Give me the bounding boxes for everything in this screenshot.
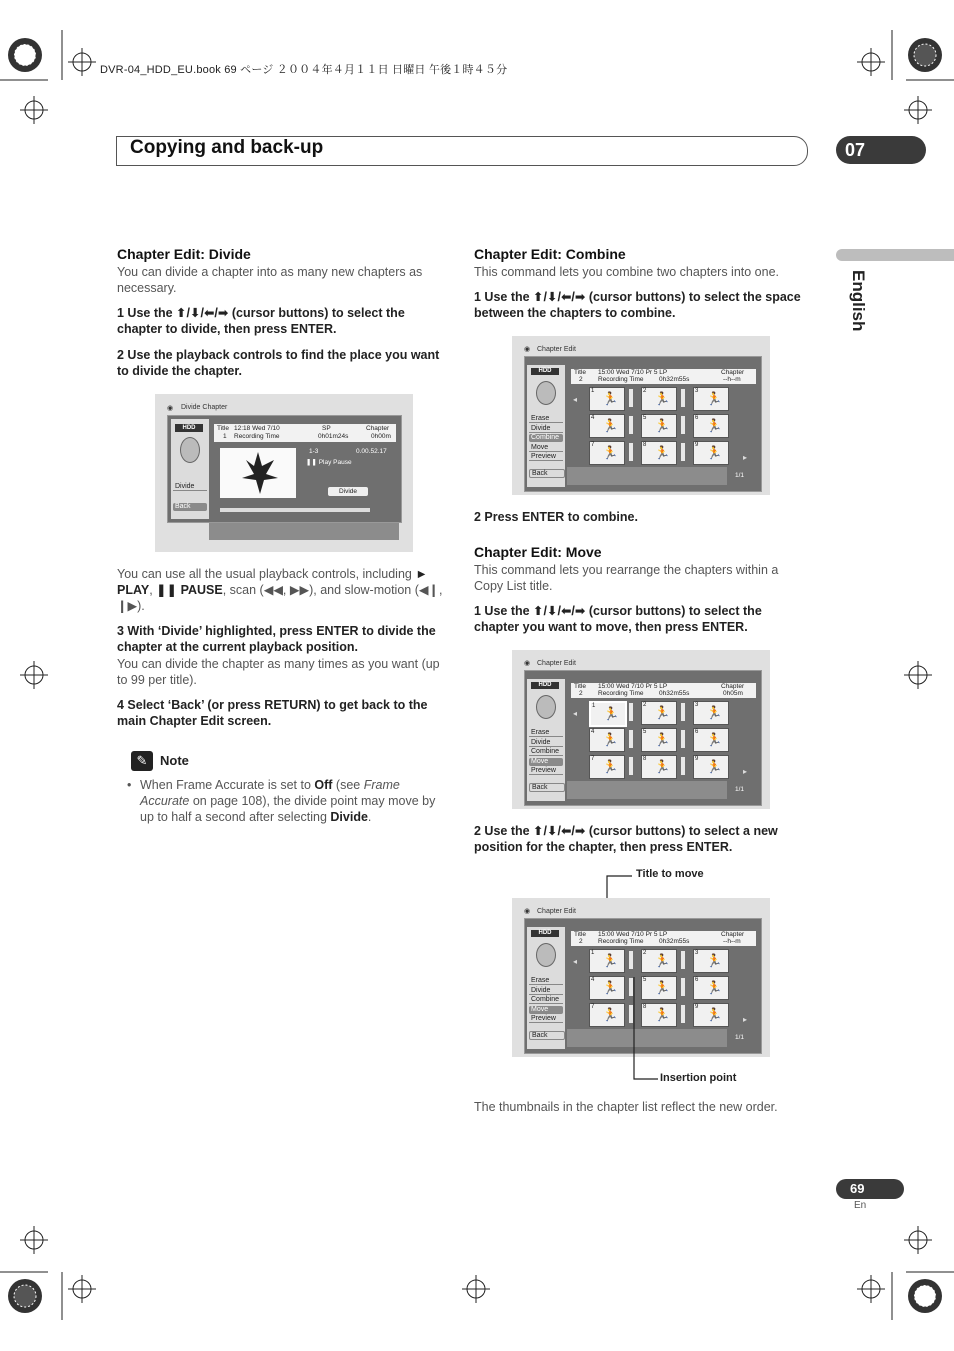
chapter-number: 4 — [591, 415, 595, 421]
note-bullet: • — [127, 778, 132, 792]
combine-screen — [512, 336, 770, 495]
chapter-thumbnail[interactable] — [589, 701, 627, 727]
note-pencil-icon: ✎ — [131, 751, 153, 771]
chapter-number: 5 — [643, 729, 647, 735]
status-bar — [567, 467, 727, 485]
chapter-thumbnail[interactable] — [693, 414, 729, 438]
pause-label: ❚❚ PAUSE — [156, 583, 223, 597]
chapter-thumbnail[interactable] — [589, 755, 625, 779]
recording-time-label: Recording Time — [598, 690, 644, 697]
play-status: ❚❚ Play Pause — [306, 459, 352, 466]
move-heading: Chapter Edit: Move — [474, 544, 602, 560]
person-icon: 🏃 — [654, 759, 671, 774]
chapter-label: Chapter — [721, 683, 745, 690]
person-icon: 🏃 — [602, 1007, 619, 1022]
page-indicator: 1/1 — [735, 472, 745, 479]
recording-time-label: Recording Time — [598, 938, 644, 945]
chapter-number: 5 — [643, 977, 647, 983]
divide-button[interactable]: Divide — [328, 487, 368, 496]
chapter-gap[interactable] — [681, 730, 685, 748]
note-off: Off — [314, 778, 333, 792]
page-indicator: 1/1 — [735, 786, 745, 793]
leaf-icon — [220, 448, 296, 498]
person-icon: 🏃 — [706, 705, 723, 720]
divide-screen — [155, 394, 413, 552]
menu-item-divide[interactable]: Divide — [529, 425, 563, 433]
note-divide: Divide — [330, 810, 368, 824]
chapter-number: 4 — [591, 977, 595, 983]
chapter-gap[interactable] — [681, 1005, 685, 1023]
duration: 0h01m24s — [318, 433, 349, 440]
hdd-badge: HDD — [531, 368, 559, 375]
chapter-thumbnail[interactable] — [641, 701, 677, 725]
person-icon: 🏃 — [654, 445, 671, 460]
chapter-gap[interactable] — [681, 951, 685, 969]
person-icon: 🏃 — [706, 445, 723, 460]
menu-item-move[interactable]: Move — [529, 1006, 563, 1014]
divide-step-4: 4 Select ‘Back’ (or press RETURN) to get back to the main Chapter Edit screen. — [117, 698, 428, 728]
combine-intro: This command lets you combine two chapters into one. — [474, 265, 780, 279]
chapter-thumbnail[interactable] — [693, 441, 729, 465]
chapter-range: 1-3 — [309, 448, 319, 455]
chapter-gap[interactable] — [681, 757, 685, 775]
page-title: Copying and back-up — [130, 137, 324, 158]
move-caption: The thumbnails in the chapter list reflect the new order. — [474, 1100, 778, 1114]
chapter-thumbnail[interactable] — [641, 387, 677, 411]
menu-divide[interactable]: Divide — [173, 483, 207, 491]
language-tab: English — [849, 270, 868, 332]
chapter-number: 9 — [695, 442, 699, 448]
chapter-number: 2 — [643, 702, 647, 708]
divide-intro: You can divide a chapter into as many new chapters as necessary. — [117, 265, 423, 295]
menu-item-divide[interactable]: Divide — [529, 987, 563, 995]
chapter-gap[interactable] — [681, 978, 685, 996]
scroll-right-icon[interactable]: ▸ — [743, 1015, 748, 1024]
status-bar — [209, 523, 399, 540]
chapter-number: 7 — [591, 756, 595, 762]
chapter-thumbnail[interactable] — [693, 949, 729, 973]
duration: 0h32m55s — [659, 690, 690, 697]
status-bar — [567, 781, 727, 799]
person-icon: 🏃 — [602, 418, 619, 433]
info-box — [571, 931, 756, 946]
note-frame-accurate: Frame Accurate — [140, 778, 400, 808]
person-icon: 🏃 — [706, 418, 723, 433]
chapter-thumbnail[interactable] — [589, 441, 625, 465]
chapter-number: 8 — [643, 1004, 647, 1010]
chapter-gap[interactable] — [629, 389, 633, 407]
duration: 0h32m55s — [659, 376, 690, 383]
chapter-gap[interactable] — [681, 703, 685, 721]
disc-icon — [536, 695, 556, 719]
chapter-number: 3 — [695, 388, 699, 394]
chapter-number: 7 — [591, 442, 595, 448]
person-icon: 🏃 — [654, 418, 671, 433]
person-icon: 🏃 — [706, 980, 723, 995]
chapter-thumbnail[interactable] — [641, 755, 677, 779]
note-a: When Frame Accurate is set to — [140, 778, 315, 792]
insertion-point-label: Insertion point — [660, 1072, 737, 1084]
person-icon: 🏃 — [654, 980, 671, 995]
note-text — [140, 777, 452, 825]
disc-icon — [180, 437, 200, 463]
chapter-thumbnail[interactable] — [589, 387, 625, 411]
menu-item-preview[interactable]: Preview — [529, 453, 563, 461]
info-box — [214, 424, 396, 442]
progress-bar — [220, 508, 370, 512]
scroll-left-icon[interactable]: ◂ — [573, 957, 578, 966]
screen-title: Chapter Edit — [537, 908, 576, 915]
disc-icon: ◉ — [524, 908, 531, 915]
chapter-thumbnail[interactable] — [589, 414, 625, 438]
chapter-number: 8 — [643, 442, 647, 448]
chapter-thumbnail[interactable] — [641, 441, 677, 465]
person-icon: 🏃 — [654, 732, 671, 747]
chapter-number: 1 — [592, 703, 596, 709]
side-panel — [527, 679, 565, 801]
chapter-value: 0h00m — [371, 433, 391, 440]
divide-step-1: 1 Use the ⬆/⬇/⬅/➡ (cursor buttons) to select the chapter to divide, then press ENTER. — [117, 306, 405, 336]
video-preview — [220, 448, 296, 498]
person-icon: 🏃 — [706, 732, 723, 747]
divide-step-2: 2 Use the playback controls to find the place you want to divide the chapter. — [117, 348, 440, 378]
menu-item-preview[interactable]: Preview — [529, 1015, 563, 1023]
person-icon: 🏃 — [602, 953, 619, 968]
chapter-thumbnail[interactable] — [589, 949, 625, 973]
chapter-number: 4 — [591, 729, 595, 735]
recording-date: 15:00 Wed 7/10 Pr 5 LP — [598, 683, 668, 690]
person-icon: 🏃 — [706, 953, 723, 968]
chapter-thumbnail[interactable] — [641, 728, 677, 752]
person-icon: 🏃 — [603, 706, 620, 721]
chapter-label: Chapter — [721, 931, 745, 938]
person-icon: 🏃 — [602, 759, 619, 774]
menu-item-combine[interactable]: Combine — [529, 748, 563, 756]
chapter-value: --h--m — [723, 376, 741, 383]
recording-date: 15:00 Wed 7/10 Pr 5 LP — [598, 369, 668, 376]
person-icon: 🏃 — [654, 391, 671, 406]
move-intro: This command lets you rearrange the chapters within a Copy List title. — [474, 563, 779, 593]
menu-item-move[interactable]: Move — [529, 444, 563, 452]
person-icon: 🏃 — [654, 705, 671, 720]
chapter-number: 9 — [695, 756, 699, 762]
chapter-number: 5 — [643, 415, 647, 421]
back-button[interactable]: Back — [529, 783, 565, 792]
divide-heading: Chapter Edit: Divide — [117, 246, 251, 262]
title-number: 1 — [223, 433, 227, 440]
screen-title: Divide Chapter — [181, 404, 228, 411]
info-box — [571, 683, 756, 698]
chapter-number: 1 — [591, 950, 595, 956]
person-icon: 🏃 — [654, 1007, 671, 1022]
chapter-gap[interactable] — [629, 416, 633, 434]
screen-panel — [524, 670, 762, 806]
chapter-gap[interactable] — [629, 443, 633, 461]
scroll-left-icon[interactable]: ◂ — [573, 395, 578, 404]
person-icon: 🏃 — [706, 759, 723, 774]
side-panel — [527, 927, 565, 1049]
person-icon: 🏃 — [602, 732, 619, 747]
title-number: 2 — [579, 690, 583, 697]
chapter-value: 0h05m — [723, 690, 743, 697]
chapter-number: 3 — [695, 702, 699, 708]
chapter-number: 07 — [836, 136, 926, 164]
para-prefix: You can use all the usual playback controls, including — [117, 567, 416, 581]
para-sep: , — [149, 583, 157, 597]
chapter-label: Chapter — [721, 369, 745, 376]
title-number: 2 — [579, 376, 583, 383]
chapter-number: 6 — [695, 415, 699, 421]
title-to-move-label: Title to move — [636, 868, 704, 880]
chapter-label: Chapter — [366, 425, 390, 432]
insertion-point-pointer — [628, 975, 671, 1085]
scroll-left-icon[interactable]: ◂ — [573, 709, 578, 718]
chapter-thumbnail[interactable] — [693, 976, 729, 1000]
info-box — [571, 369, 756, 384]
chapter-number: 2 — [643, 950, 647, 956]
chapter-thumbnail[interactable] — [641, 414, 677, 438]
chapter-thumbnail[interactable] — [589, 728, 625, 752]
chapter-time: 0.00.52.17 — [356, 448, 387, 455]
disc-icon — [536, 381, 556, 405]
hdd-badge: HDD — [531, 682, 559, 689]
chapter-number: 8 — [643, 756, 647, 762]
combine-step-1: 1 Use the ⬆/⬇/⬅/➡ (cursor buttons) to select the space between the chapters to combine. — [474, 290, 801, 320]
para-suffix: , scan (◀◀, ▶▶), and slow-motion (◀❙, ❙▶). — [117, 583, 443, 613]
divide-step-3-body: You can divide the chapter as many times as you want (up to 99 per title). — [117, 657, 440, 687]
chapter-thumbnail[interactable] — [693, 1003, 729, 1027]
chapter-thumbnail[interactable] — [693, 387, 729, 411]
back-button[interactable]: Back — [529, 469, 565, 478]
menu-item-erase[interactable]: Erase — [529, 729, 563, 737]
chapter-thumbnail[interactable] — [589, 1003, 625, 1027]
chapter-number: 6 — [695, 729, 699, 735]
chapter-thumbnail[interactable] — [693, 701, 729, 725]
combine-step-2: 2 Press ENTER to combine. — [474, 510, 638, 524]
language-bar — [836, 249, 954, 261]
title-label: Title — [217, 425, 230, 432]
chapter-gap[interactable] — [681, 416, 685, 434]
chapter-thumbnail[interactable] — [589, 976, 625, 1000]
recording-time-label: Recording Time — [598, 376, 644, 383]
recording-date: 15:00 Wed 7/10 Pr 5 LP — [598, 931, 668, 938]
title-label: Title — [574, 369, 587, 376]
screen-title: Chapter Edit — [537, 346, 576, 353]
screen-panel — [167, 415, 402, 523]
chapter-gap[interactable] — [629, 757, 633, 775]
chapter-gap[interactable] — [681, 443, 685, 461]
chapter-gap[interactable] — [681, 389, 685, 407]
combine-heading: Chapter Edit: Combine — [474, 246, 626, 262]
note-c: on page 108), the divide point may move by up to half a second after selecting — [140, 794, 436, 824]
screen-panel — [524, 356, 762, 492]
divide-playback-paragraph — [117, 566, 452, 614]
divide-step-3: 3 With ‘Divide’ highlighted, press ENTER to divide the chapter at the current playback position. — [117, 624, 436, 654]
chapter-gap[interactable] — [629, 951, 633, 969]
menu-item-move[interactable]: Move — [529, 758, 563, 766]
person-icon: 🏃 — [602, 980, 619, 995]
record-mode: SP — [322, 425, 331, 432]
chapter-number: 2 — [643, 388, 647, 394]
person-icon: 🏃 — [706, 1007, 723, 1022]
disc-icon: ◉ — [524, 660, 531, 667]
screen-title: Chapter Edit — [537, 660, 576, 667]
disc-icon: ◉ — [524, 346, 531, 353]
move-step-2: 2 Use the ⬆/⬇/⬅/➡ (cursor buttons) to select a new position for the chapter, then press ENTER. — [474, 824, 778, 854]
page-indicator: 1/1 — [735, 1034, 745, 1041]
move-step-1: 1 Use the ⬆/⬇/⬅/➡ (cursor buttons) to select the chapter you want to move, then press ENTER. — [474, 604, 762, 634]
back-button[interactable]: Back — [173, 503, 207, 511]
scroll-right-icon[interactable]: ▸ — [743, 767, 748, 776]
chapter-thumbnail[interactable] — [693, 728, 729, 752]
chapter-number: 1 — [591, 388, 595, 394]
chapter-number: 7 — [591, 1004, 595, 1010]
chapter-gap[interactable] — [629, 730, 633, 748]
note-d: . — [367, 810, 372, 824]
scroll-right-icon[interactable]: ▸ — [743, 453, 748, 462]
duration: 0h32m55s — [659, 938, 690, 945]
person-icon: 🏃 — [602, 445, 619, 460]
note-b: (see — [332, 778, 364, 792]
side-panel — [171, 419, 209, 519]
back-button[interactable]: Back — [529, 1031, 565, 1040]
menu-item-combine[interactable]: Combine — [529, 996, 563, 1004]
person-icon: 🏃 — [654, 953, 671, 968]
disc-icon — [536, 943, 556, 967]
play-label: ► PLAY — [117, 567, 428, 597]
hdd-badge: HDD — [175, 424, 203, 432]
page-number: 69 — [836, 1179, 904, 1199]
print-meta: DVR-04_HDD_EU.book 69 ページ ２００４年４月１１日 日曜日 午後１時４５分 — [100, 64, 508, 76]
person-icon: 🏃 — [706, 391, 723, 406]
recording-time-label: Recording Time — [234, 433, 280, 440]
chapter-thumbnail[interactable] — [641, 949, 677, 973]
hdd-badge: HDD — [531, 930, 559, 937]
menu-item-divide[interactable]: Divide — [529, 739, 563, 747]
title-number: 2 — [579, 938, 583, 945]
move-select-screen — [512, 650, 770, 809]
menu-item-combine[interactable]: Combine — [529, 434, 563, 442]
chapter-thumbnail[interactable] — [693, 755, 729, 779]
side-panel — [527, 365, 565, 487]
menu-item-preview[interactable]: Preview — [529, 767, 563, 775]
title-label: Title — [574, 931, 587, 938]
chapter-number: 6 — [695, 977, 699, 983]
title-label: Title — [574, 683, 587, 690]
chapter-number: 9 — [695, 1004, 699, 1010]
chapter-value: --h--m — [723, 938, 741, 945]
chapter-number: 3 — [695, 950, 699, 956]
person-icon: 🏃 — [602, 391, 619, 406]
note-title: Note — [160, 753, 189, 768]
menu-item-erase[interactable]: Erase — [529, 977, 563, 985]
menu-item-erase[interactable]: Erase — [529, 415, 563, 423]
chapter-gap[interactable] — [629, 703, 633, 721]
disc-icon: ◉ — [167, 405, 174, 412]
page-language: En — [854, 1200, 867, 1211]
recording-date: 12:18 Wed 7/10 — [234, 425, 280, 432]
